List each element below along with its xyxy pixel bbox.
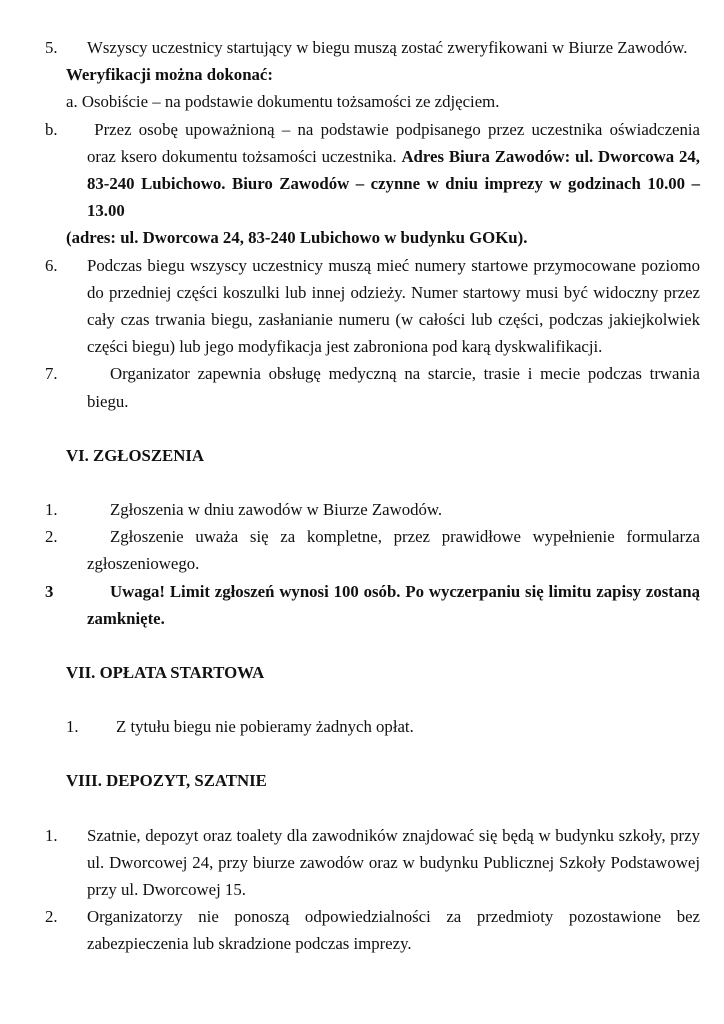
item-text: Uwaga! Limit zgłoszeń wynosi 100 osób. Po wyczerpaniu się limitu zapisy zostaną zamknięte. [87, 581, 700, 628]
address-note: (adres: ul. Dworcowa 24, 83-240 Lubichowo w budynku GOKu). [66, 228, 528, 248]
item-text: Organizatorzy nie ponoszą odpowiedzialności za przedmioty pozostawione bez zabezpieczenia lub skradzione podczas imprezy. [87, 907, 700, 954]
item-text: Organizator zapewnia obsługę medyczną na starcie, trasie i mecie podczas trwania biegu. [87, 364, 700, 411]
option-label: b. [45, 119, 58, 139]
option-text: Przez osobę upoważnioną – na podstawie podpisanego przez uczestnika oświadczenia oraz ksero dokumentu tożsamości uczestnika. [87, 119, 700, 166]
item-text: Zgłoszenia w dniu zawodów w Biurze Zawodów. [110, 500, 443, 520]
option-b [45, 116, 700, 225]
item-number: 1. [66, 717, 79, 737]
section-vii-heading: VII. OPŁATA STARTOWA [66, 663, 265, 683]
item-number: 1. [45, 500, 58, 520]
item-text: Z tytułu biegu nie pobieramy żadnych opłat. [116, 717, 414, 737]
vi-item-1 [45, 496, 700, 523]
item-number: 2. [45, 907, 58, 927]
item-text: Szatnie, depozyt oraz toalety dla zawodników znajdować się będą w budynku szkoły, przy ul. Dworcowej 24, przy biurze zawodów oraz w budynku Publicznej Szkoły Podstawowej przy ul. Dworcowej 15. [87, 825, 700, 900]
item-number: 1. [45, 825, 58, 845]
item-number: 7. [45, 364, 58, 384]
vi-item-2 [45, 523, 700, 577]
office-address-bold: Adres Biura Zawodów: ul. Dworcowa 24, 83-240 Lubichowo. Biuro Zawodów – czynne w dniu imprezy w godzinach 10.00 – 13.00 [87, 146, 700, 221]
item-text: Podczas biegu wszyscy uczestnicy muszą mieć numery startowe przymocowane poziomo do przedniej części koszulki lub innej odzieży. Numer startowy musi być widoczny przez cały czas trwania biegu, zasłanianie numeru (w całości lub części, podczas jakiejkolwiek części biegu) lub jego modyfikacja jest zabroniona pod karą dyskwalifikacji. [87, 255, 700, 357]
item-6 [45, 252, 700, 361]
item-7 [45, 360, 700, 414]
item-number: 2. [45, 527, 58, 547]
item-number: 5. [45, 38, 58, 57]
option-label: a. [66, 92, 78, 112]
item-number: 6. [45, 255, 58, 275]
item-text: Zgłoszenie uważa się za kompletne, przez prawidłowe wypełnienie formularza zgłoszeniowego. [87, 527, 700, 574]
item-5 [45, 34, 700, 61]
document-page [45, 34, 700, 958]
vii-item-1 [66, 713, 700, 740]
viii-item-2 [45, 903, 700, 957]
vi-item-3 [45, 578, 700, 632]
option-a [66, 88, 700, 115]
item-number: 3 [45, 581, 54, 601]
viii-item-1 [45, 822, 700, 904]
verification-heading: Weryfikacji można dokonać: [66, 65, 273, 85]
item-text: Wszyscy uczestnicy startujący w biegu muszą zostać zweryfikowani w Biurze Zawodów. [87, 38, 688, 57]
section-viii-heading: VIII. DEPOZYT, SZATNIE [66, 771, 267, 791]
section-vi-heading: VI. ZGŁOSZENIA [66, 445, 205, 465]
option-text: Osobiście – na podstawie dokumentu tożsamości ze zdjęciem. [81, 92, 500, 112]
